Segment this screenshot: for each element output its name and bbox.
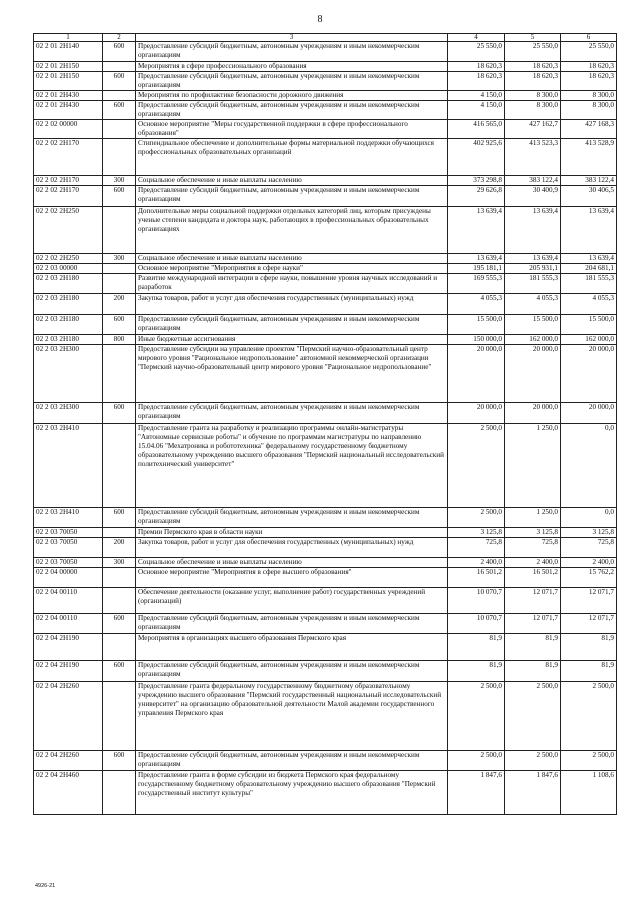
table-row	[34, 424, 617, 508]
expense-type-code: 600	[103, 101, 136, 120]
amount-col-5: 2 400,0	[505, 558, 561, 568]
amount-col-5: 18 620,3	[505, 62, 561, 72]
expense-type-code: 200	[103, 538, 136, 558]
amount-col-5: 205 931,1	[505, 264, 561, 274]
table-row	[34, 568, 617, 588]
classification-code: 02 2 03 00000	[34, 264, 103, 274]
amount-col-4: 150 000,0	[448, 335, 505, 345]
amount-col-5: 2 500,0	[505, 751, 561, 771]
expense-type-code: 300	[103, 558, 136, 568]
column-number-row	[34, 34, 617, 42]
expense-type-code: 600	[103, 72, 136, 91]
amount-col-4: 13 639,4	[448, 207, 505, 254]
item-name: Предоставление субсидий бюджетным, автономным учреждениям и иным некоммерческим организациям	[136, 614, 448, 634]
expense-type-code	[103, 62, 136, 72]
expense-type-code: 600	[103, 751, 136, 771]
amount-col-6: 8 300,0	[561, 101, 617, 120]
amount-col-5: 1 250,0	[505, 424, 561, 508]
classification-code: 02 2 04 2Н260	[34, 751, 103, 771]
expense-type-code: 600	[103, 661, 136, 682]
expense-type-code	[103, 634, 136, 661]
item-name: Социальное обеспечение и иные выплаты населению	[136, 254, 448, 264]
expense-type-code: 600	[103, 403, 136, 424]
amount-col-4: 195 181,1	[448, 264, 505, 274]
amount-col-5: 13 639,4	[505, 254, 561, 264]
classification-code: 02 2 01 2Н430	[34, 101, 103, 120]
amount-col-5: 81,9	[505, 634, 561, 661]
classification-code: 02 2 04 00110	[34, 614, 103, 634]
classification-code: 02 2 02 2Н170	[34, 186, 103, 207]
table-row	[34, 345, 617, 403]
amount-col-6: 18 620,3	[561, 62, 617, 72]
column-number: 1	[34, 34, 103, 42]
item-name: Обеспечение деятельности (оказание услуг, выполнение работ) государственных учреждений (организаций)	[136, 588, 448, 614]
expense-type-code	[103, 274, 136, 294]
table-row	[34, 254, 617, 264]
column-number: 6	[561, 34, 617, 42]
table-row	[34, 120, 617, 139]
amount-col-4: 10 070,7	[448, 588, 505, 614]
amount-col-6: 81,9	[561, 661, 617, 682]
classification-code: 02 2 03 2Н300	[34, 403, 103, 424]
amount-col-6: 162 000,0	[561, 335, 617, 345]
item-name: Социальное обеспечение и иные выплаты населению	[136, 558, 448, 568]
table-row	[34, 403, 617, 424]
table-row	[34, 682, 617, 751]
amount-col-6: 204 681,1	[561, 264, 617, 274]
classification-code: 02 2 03 2Н180	[34, 315, 103, 335]
table-row	[34, 538, 617, 558]
table-row	[34, 176, 617, 186]
amount-col-5: 8 300,0	[505, 91, 561, 101]
item-name: Основное мероприятие "Мероприятия в сфере науки"	[136, 264, 448, 274]
item-name: Предоставление субсидий бюджетным, автономным учреждениям и иным некоммерческим организациям	[136, 751, 448, 771]
classification-code: 02 2 03 2Н300	[34, 345, 103, 403]
table-row	[34, 42, 617, 62]
classification-code: 02 2 04 00110	[34, 588, 103, 614]
table-row	[34, 771, 617, 815]
amount-col-6: 0,0	[561, 424, 617, 508]
expense-type-code: 600	[103, 614, 136, 634]
table-row	[34, 335, 617, 345]
amount-col-4: 81,9	[448, 634, 505, 661]
amount-col-4: 10 070,7	[448, 614, 505, 634]
item-name: Премии Пермского края в области науки	[136, 528, 448, 538]
item-name: Предоставление субсидий бюджетным, автономным учреждениям и иным некоммерческим организациям	[136, 72, 448, 91]
amount-col-4: 81,9	[448, 661, 505, 682]
item-name: Предоставление гранта на разработку и реализацию программы онлайн-магистратуры "Автономные сервисные роботы" и обучение по программам магистратуры по направлению 15.04.06 "Мехатроника и робототехника" федеральному государственному бюджетному образовательному учреждению высшего образования "Пермский национальный исследовательский политехнический университет"	[136, 424, 448, 508]
table-row	[34, 207, 617, 254]
expense-type-code: 600	[103, 315, 136, 335]
classification-code: 02 2 01 2Н430	[34, 91, 103, 101]
table-row	[34, 139, 617, 176]
amount-col-5: 383 122,4	[505, 176, 561, 186]
classification-code: 02 2 03 2Н410	[34, 508, 103, 528]
amount-col-4: 20 000,0	[448, 403, 505, 424]
expense-type-code	[103, 120, 136, 139]
amount-col-4: 402 925,6	[448, 139, 505, 176]
expense-type-code	[103, 528, 136, 538]
amount-col-4: 2 500,0	[448, 682, 505, 751]
expense-type-code	[103, 424, 136, 508]
amount-col-4: 20 000,0	[448, 345, 505, 403]
amount-col-5: 2 500,0	[505, 682, 561, 751]
expense-type-code: 600	[103, 186, 136, 207]
classification-code: 02 2 03 2Н180	[34, 335, 103, 345]
table-row	[34, 558, 617, 568]
amount-col-6: 15 500,0	[561, 315, 617, 335]
amount-col-5: 1 250,0	[505, 508, 561, 528]
column-number: 3	[136, 34, 448, 42]
expense-type-code	[103, 264, 136, 274]
classification-code: 02 2 02 2Н250	[34, 207, 103, 254]
classification-code: 02 2 01 2Н150	[34, 62, 103, 72]
amount-col-6: 8 300,0	[561, 91, 617, 101]
amount-col-6: 15 762,2	[561, 568, 617, 588]
item-name: Стипендиальное обеспечение и дополнительные формы материальной поддержки обучающихся профессиональных образовательных организаций	[136, 139, 448, 176]
item-name: Предоставление субсидий бюджетным, автономным учреждениям и иным некоммерческим организациям	[136, 508, 448, 528]
amount-col-4: 15 500,0	[448, 315, 505, 335]
table-row	[34, 588, 617, 614]
amount-col-4: 18 620,3	[448, 72, 505, 91]
amount-col-4: 169 555,3	[448, 274, 505, 294]
amount-col-4: 4 150,0	[448, 101, 505, 120]
amount-col-6: 413 528,9	[561, 139, 617, 176]
item-name: Предоставление субсидий бюджетным, автономным учреждениям и иным некоммерческим организациям	[136, 403, 448, 424]
table-row	[34, 274, 617, 294]
amount-col-5: 15 500,0	[505, 315, 561, 335]
classification-code: 02 2 04 2Н460	[34, 771, 103, 815]
item-name: Предоставление субсидий бюджетным, автономным учреждениям и иным некоммерческим организациям	[136, 101, 448, 120]
amount-col-6: 13 639,4	[561, 254, 617, 264]
amount-col-6: 2 500,0	[561, 751, 617, 771]
item-name: Развитие международной интеграции в сфере науки, повышение уровня научных исследований и разработок	[136, 274, 448, 294]
table-row	[34, 634, 617, 661]
classification-code: 02 2 01 2Н150	[34, 72, 103, 91]
item-name: Предоставление гранта федеральному государственному бюджетному образовательному учреждению высшего образования "Пермский государственный национальный исследовательский университет" на организацию образовательной деятельности Малой академии государственного управления Пермского края	[136, 682, 448, 751]
column-number: 5	[505, 34, 561, 42]
column-number: 4	[448, 34, 505, 42]
table-row	[34, 62, 617, 72]
classification-code: 02 2 03 2Н180	[34, 294, 103, 315]
expense-type-code	[103, 568, 136, 588]
amount-col-6: 13 639,4	[561, 207, 617, 254]
amount-col-5: 20 000,0	[505, 345, 561, 403]
table-row	[34, 294, 617, 315]
amount-col-6: 2 500,0	[561, 682, 617, 751]
item-name: Предоставление субсидий бюджетным, автономным учреждениям и иным некоммерческим организациям	[136, 661, 448, 682]
expense-type-code	[103, 682, 136, 751]
amount-col-6: 427 168,3	[561, 120, 617, 139]
amount-col-4: 3 125,8	[448, 528, 505, 538]
classification-code: 02 2 04 2Н260	[34, 682, 103, 751]
amount-col-6: 20 000,0	[561, 403, 617, 424]
amount-col-4: 416 565,0	[448, 120, 505, 139]
amount-col-4: 4 150,0	[448, 91, 505, 101]
amount-col-4: 2 500,0	[448, 751, 505, 771]
item-name: Основное мероприятие "Мероприятия в сфере высшего образования"	[136, 568, 448, 588]
table-row	[34, 264, 617, 274]
item-name: Закупка товаров, работ и услуг для обеспечения государственных (муниципальных) нужд	[136, 294, 448, 315]
amount-col-5: 12 071,7	[505, 588, 561, 614]
table-row	[34, 91, 617, 101]
amount-col-5: 725,8	[505, 538, 561, 558]
table-row	[34, 186, 617, 207]
item-name: Предоставление субсидий бюджетным, автономным учреждениям и иным некоммерческим организациям	[136, 42, 448, 62]
item-name: Дополнительные меры социальной поддержки отдельных категорий лиц, которым присуждены ученые степени кандидата и доктора наук, работающих в профессиональных образовательных организациях	[136, 207, 448, 254]
table-row	[34, 614, 617, 634]
amount-col-5: 12 071,7	[505, 614, 561, 634]
amount-col-5: 81,9	[505, 661, 561, 682]
amount-col-4: 18 620,3	[448, 62, 505, 72]
amount-col-4: 2 500,0	[448, 424, 505, 508]
amount-col-5: 413 523,3	[505, 139, 561, 176]
amount-col-6: 20 000,0	[561, 345, 617, 403]
amount-col-4: 1 847,6	[448, 771, 505, 815]
amount-col-4: 2 400,0	[448, 558, 505, 568]
column-number: 2	[103, 34, 136, 42]
amount-col-5: 427 162,7	[505, 120, 561, 139]
amount-col-4: 373 298,8	[448, 176, 505, 186]
amount-col-5: 16 501,2	[505, 568, 561, 588]
amount-col-5: 18 620,3	[505, 72, 561, 91]
expense-type-code	[103, 345, 136, 403]
amount-col-4: 725,8	[448, 538, 505, 558]
page-number: 8	[317, 14, 323, 25]
amount-col-5: 30 400,9	[505, 186, 561, 207]
item-name: Предоставление гранта в форме субсидии из бюджета Пермского края федеральному государственному бюджетному образовательному учреждению высшего образования "Пермский государственный институт культуры"	[136, 771, 448, 815]
classification-code: 02 2 02 00000	[34, 120, 103, 139]
classification-code: 02 2 03 70050	[34, 558, 103, 568]
expense-type-code	[103, 139, 136, 176]
item-name: Предоставление субсидий бюджетным, автономным учреждениям и иным некоммерческим организациям	[136, 186, 448, 207]
amount-col-6: 725,8	[561, 538, 617, 558]
amount-col-5: 13 639,4	[505, 207, 561, 254]
amount-col-5: 181 555,3	[505, 274, 561, 294]
amount-col-6: 181 555,3	[561, 274, 617, 294]
amount-col-6: 383 122,4	[561, 176, 617, 186]
amount-col-4: 2 500,0	[448, 508, 505, 528]
classification-code: 02 2 02 2Н170	[34, 176, 103, 186]
table-row	[34, 661, 617, 682]
classification-code: 02 2 03 2Н410	[34, 424, 103, 508]
amount-col-6: 25 550,0	[561, 42, 617, 62]
amount-col-5: 20 000,0	[505, 403, 561, 424]
expense-type-code: 200	[103, 294, 136, 315]
classification-code: 02 2 03 70050	[34, 528, 103, 538]
amount-col-6: 12 071,7	[561, 614, 617, 634]
classification-code: 02 2 01 2Н140	[34, 42, 103, 62]
amount-col-5: 1 847,6	[505, 771, 561, 815]
amount-col-5: 3 125,8	[505, 528, 561, 538]
item-name: Мероприятия по профилактике безопасности дорожного движения	[136, 91, 448, 101]
expense-type-code: 600	[103, 508, 136, 528]
amount-col-4: 16 501,2	[448, 568, 505, 588]
amount-col-6: 3 125,8	[561, 528, 617, 538]
amount-col-6: 30 406,5	[561, 186, 617, 207]
classification-code: 02 2 04 00000	[34, 568, 103, 588]
amount-col-4: 25 550,0	[448, 42, 505, 62]
amount-col-6: 4 055,3	[561, 294, 617, 315]
amount-col-5: 25 550,0	[505, 42, 561, 62]
item-name: Мероприятия в организациях высшего образования Пермского края	[136, 634, 448, 661]
expense-type-code	[103, 207, 136, 254]
item-name: Основное мероприятие "Меры государственной поддержки в сфере профессионального образования"	[136, 120, 448, 139]
table-row	[34, 508, 617, 528]
item-name: Предоставление субсидий бюджетным, автономным учреждениям и иным некоммерческим организациям	[136, 315, 448, 335]
table-row	[34, 528, 617, 538]
amount-col-6: 12 071,7	[561, 588, 617, 614]
expense-type-code: 300	[103, 254, 136, 264]
expense-type-code: 800	[103, 335, 136, 345]
classification-code: 02 2 04 2Н190	[34, 634, 103, 661]
expense-type-code: 600	[103, 42, 136, 62]
table-row	[34, 751, 617, 771]
amount-col-5: 162 000,0	[505, 335, 561, 345]
amount-col-5: 8 300,0	[505, 101, 561, 120]
amount-col-6: 0,0	[561, 508, 617, 528]
amount-col-6: 1 108,6	[561, 771, 617, 815]
amount-col-6: 18 620,3	[561, 72, 617, 91]
amount-col-6: 2 400,0	[561, 558, 617, 568]
item-name: Мероприятия в сфере профессионального образования	[136, 62, 448, 72]
expense-type-code	[103, 588, 136, 614]
expense-type-code: 300	[103, 176, 136, 186]
amount-col-4: 13 639,4	[448, 254, 505, 264]
amount-col-5: 4 055,3	[505, 294, 561, 315]
table-row	[34, 72, 617, 91]
table-row	[34, 101, 617, 120]
item-name: Закупка товаров, работ и услуг для обеспечения государственных (муниципальных) нужд	[136, 538, 448, 558]
budget-table	[33, 33, 617, 815]
classification-code: 02 2 04 2Н190	[34, 661, 103, 682]
expense-type-code	[103, 771, 136, 815]
expense-type-code	[103, 91, 136, 101]
classification-code: 02 2 03 2Н180	[34, 274, 103, 294]
amount-col-4: 29 626,8	[448, 186, 505, 207]
table-row	[34, 315, 617, 335]
amount-col-6: 81,9	[561, 634, 617, 661]
footer-code: 4926-21	[35, 883, 56, 889]
item-name: Социальное обеспечение и иные выплаты населению	[136, 176, 448, 186]
classification-code: 02 2 02 2Н170	[34, 139, 103, 176]
item-name: Иные бюджетные ассигнования	[136, 335, 448, 345]
item-name: Предоставление субсидии на управление проектом "Пермский научно-образовательный центр мирового уровня "Рациональное недропользование" автономной некоммерческой организации "Пермский научно-образовательный центр мирового уровня "Рациональное недропользование"	[136, 345, 448, 403]
classification-code: 02 2 03 70050	[34, 538, 103, 558]
classification-code: 02 2 02 2Н250	[34, 254, 103, 264]
amount-col-4: 4 055,3	[448, 294, 505, 315]
